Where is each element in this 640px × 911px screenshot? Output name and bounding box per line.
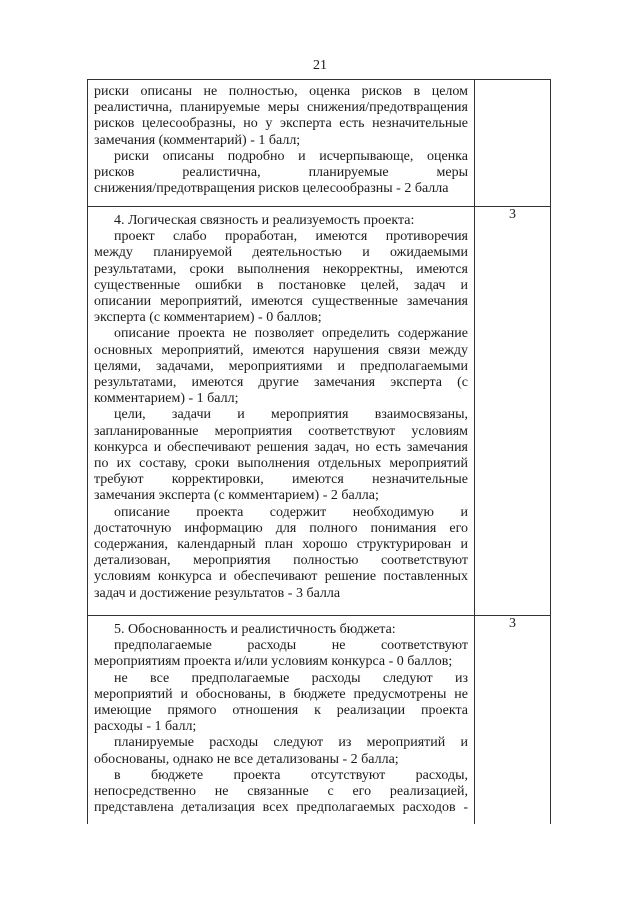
- text-line: расходы - 1 балл;: [94, 719, 197, 735]
- criteria-description-cell: [88, 207, 475, 616]
- text-line: детализован, мероприятия полностью соответствуют: [94, 553, 468, 569]
- text-line: задач и достижение результатов - 3 балла: [94, 585, 341, 601]
- text-line: запланированные мероприятия соответствуют условиям: [94, 423, 468, 439]
- score-cell: 3: [475, 207, 551, 616]
- text-line: мероприятий и обоснованы, в бюджете предусмотрены не: [94, 686, 468, 702]
- criterion-title: 4. Логическая связность и реализуемость проекта:: [114, 213, 415, 228]
- text-line: представлена детализация всех предполагаемых расходов -: [94, 800, 468, 816]
- text-line: существенные ошибки в постановке целей, задач и: [94, 277, 468, 293]
- text-line: рисков реалистична, планируемые меры: [94, 165, 468, 181]
- text-line: непосредственно не связанные с его реализацией,: [94, 784, 468, 800]
- criterion-title: 5. Обоснованность и реалистичность бюджета:: [114, 622, 396, 637]
- criteria-description-cell: [88, 616, 475, 825]
- text-line: замечания (комментарий) - 1 балл;: [94, 132, 301, 148]
- text-line: основных мероприятий, имеются нарушения связи между: [94, 342, 468, 358]
- text-line: риски описаны подробно и исчерпывающе, оценка: [114, 148, 468, 164]
- text-line: результатами, имеются другие замечания эксперта (с: [94, 375, 468, 391]
- text-line: рисков целесообразны, но у эксперта есть незначительные: [94, 116, 468, 132]
- text-line: по их составу, сроки выполнения отдельных мероприятий: [94, 456, 468, 472]
- text-line: цели, задачи и мероприятия взаимосвязаны,: [114, 407, 468, 423]
- score-cell: 3: [475, 616, 551, 825]
- text-line: риски описаны не полностью, оценка рисков в целом: [94, 84, 468, 99]
- text-line: условиям конкурса и обеспечивают решение поставленных: [94, 569, 468, 585]
- text-line: содержания, календарный план хорошо структурирован и: [94, 537, 468, 553]
- text-line: целями, задачами, мероприятиями и предполагаемыми: [94, 358, 468, 374]
- criteria-description-cell: [88, 80, 475, 207]
- text-line: в бюджете проекта отсутствуют расходы,: [114, 767, 468, 783]
- criteria-table: [87, 79, 551, 824]
- text-line: имеющие прямого отношения к реализации проекта: [94, 703, 468, 719]
- score-cell: [475, 80, 551, 207]
- text-line: описание проекта содержит необходимую и: [114, 504, 468, 520]
- criteria-row-logic: [88, 207, 551, 616]
- text-line: мероприятиям проекта и/или условиям конкурса - 0 баллов;: [94, 654, 453, 670]
- text-line: обоснованы, однако не все детализованы - 2 балла;: [94, 751, 399, 767]
- text-line: реалистична, планируемые меры снижения/предотвращения: [94, 100, 468, 116]
- text-line: эксперта (с комментарием) - 0 баллов;: [94, 310, 322, 326]
- text-line: замечания эксперта (с комментарием) - 2 балла;: [94, 488, 379, 504]
- text-line: требуют корректировки, имеются незначительные: [94, 472, 468, 488]
- text-line: проект слабо проработан, имеются противоречия: [114, 229, 468, 245]
- text-line: конкурса и обеспечивают решения задач, но есть замечания: [94, 439, 468, 455]
- criteria-row-risks: [88, 80, 551, 207]
- text-line: планируемые расходы следуют из мероприятий и: [114, 735, 468, 751]
- text-line: достаточную информацию для полного понимания его: [94, 520, 468, 536]
- text-line: между планируемой деятельностью и ожидаемыми: [94, 245, 468, 261]
- text-line: описание проекта не позволяет определить содержание: [114, 326, 468, 342]
- text-line: результатами, сроки выполнения некорректны, имеются: [94, 261, 468, 277]
- text-line: не все предполагаемые расходы следуют из: [114, 670, 468, 686]
- criteria-row-budget: [88, 616, 551, 825]
- page-number: 21: [313, 58, 327, 73]
- text-line: снижения/предотвращения рисков целесообразны - 2 балла: [94, 181, 449, 197]
- text-line: предполагаемые расходы не соответствуют: [114, 638, 468, 654]
- text-line: комментарием) - 1 балл;: [94, 391, 239, 407]
- text-line: описании мероприятий, имеются существенные замечания: [94, 294, 468, 310]
